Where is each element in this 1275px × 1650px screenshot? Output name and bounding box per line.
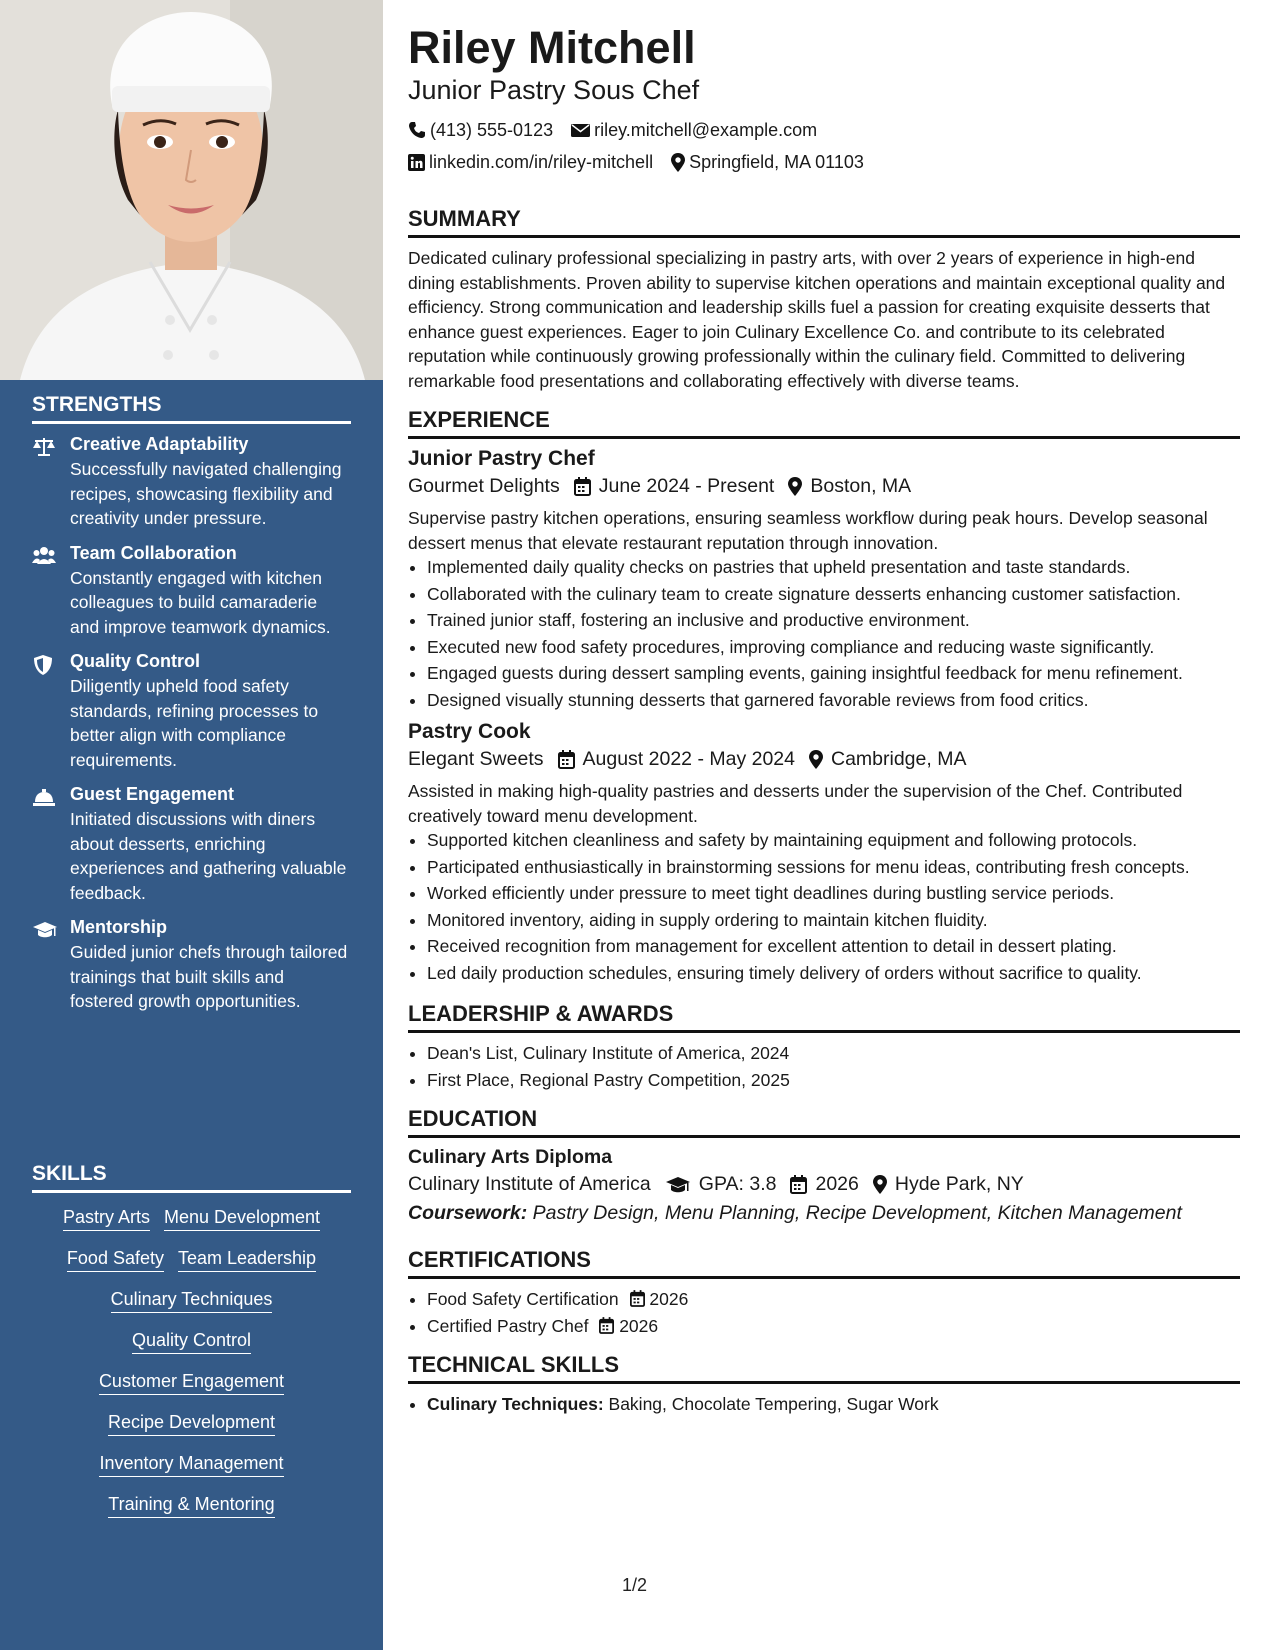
job-title: Pastry Cook — [408, 720, 531, 743]
skill-tag: Food Safety — [67, 1248, 164, 1272]
job-bullets — [408, 555, 1240, 712]
linkedin-contact[interactable] — [408, 146, 653, 178]
strength-name: Creative Adaptability — [70, 434, 249, 454]
school-name: Culinary Institute of America — [408, 1173, 651, 1195]
technical-skill-value: Baking, Chocolate Tempering, Sugar Work — [608, 1394, 939, 1414]
candidate-name: Riley Mitchell — [408, 22, 696, 73]
list-item — [427, 1392, 1240, 1417]
phone-contact — [408, 114, 553, 146]
list-item: • Received recognition from management for excellent attention to detail in dessert plating. — [427, 934, 1240, 959]
map-marker-icon — [671, 153, 685, 172]
list-item: • Monitored inventory, aiding in supply ordering to maintain kitchen fluidity. — [427, 908, 1240, 933]
skill-tag: Customer Engagement — [99, 1371, 284, 1395]
candidate-title: Junior Pastry Sous Chef — [408, 75, 700, 105]
map-marker-icon — [788, 477, 802, 496]
certifications-section — [408, 1247, 1240, 1338]
strength-description: Constantly engaged with kitchen colleagues to build camaraderie and improve teamwork dynamics. — [70, 567, 331, 637]
education-meta — [408, 1173, 1240, 1196]
location-contact — [671, 146, 864, 178]
degree-name: Culinary Arts Diploma — [408, 1146, 613, 1168]
technical-skill-label: Culinary Techniques: — [427, 1394, 604, 1414]
skill-tag: Quality Control — [132, 1330, 251, 1354]
list-item: • Engaged guests during dessert sampling events, gaining insightful feedback for menu refinement. — [427, 661, 1240, 686]
job-dates: August 2022 - May 2024 — [582, 748, 795, 770]
job-bullets — [408, 828, 1240, 985]
main-content — [408, 22, 1240, 1419]
job-dates: June 2024 - Present — [598, 475, 775, 497]
strength-item — [32, 917, 351, 1014]
strength-name: Team Collaboration — [70, 542, 237, 563]
education-section — [408, 1106, 1240, 1225]
skill-tag: Menu Development — [164, 1207, 320, 1231]
linkedin-text[interactable]: linkedin.com/in/riley-mitchell — [429, 152, 654, 172]
strength-item — [32, 651, 351, 772]
list-item: • Led daily production schedules, ensuring timely delivery of orders without sacrifice to quality. — [427, 961, 1240, 986]
skill-tag: Team Leadership — [178, 1248, 316, 1272]
strength-description: Initiated discussions with diners about desserts, enriching experiences and gathering valuable feedback. — [70, 809, 347, 903]
job-meta — [408, 475, 1240, 498]
job-title: Junior Pastry Chef — [408, 447, 595, 470]
calendar-icon — [630, 1290, 645, 1307]
skills-title: SKILLS — [32, 1162, 351, 1193]
phone-text: (413) 555-0123 — [430, 120, 554, 140]
contact-row — [408, 114, 1240, 146]
awards-list — [408, 1041, 1240, 1092]
job-company: Gourmet Delights — [408, 475, 560, 497]
list-item: • Supported kitchen cleanliness and safety by maintaining equipment and following protocols. — [427, 828, 1240, 853]
coursework-label: Coursework: — [408, 1202, 528, 1224]
users-icon — [32, 543, 70, 640]
job-meta — [408, 748, 1240, 771]
location-text: Springfield, MA 01103 — [689, 152, 864, 172]
certification-year: 2026 — [619, 1315, 659, 1336]
service-bell-icon — [32, 784, 70, 905]
job-entry — [408, 720, 1240, 985]
summary-section — [408, 206, 1240, 393]
map-marker-icon — [873, 1175, 887, 1194]
strength-name: Mentorship — [70, 917, 167, 937]
job-summary: Supervise pastry kitchen operations, ensuring seamless workflow during peak hours. Develop seasonal dessert menus that elevate restaurant reputation through innovation. — [408, 508, 1208, 553]
skill-tag: Culinary Techniques — [111, 1289, 273, 1313]
profile-photo — [0, 0, 383, 380]
calendar-icon — [558, 750, 575, 769]
page-number: 1/2 — [622, 1575, 648, 1595]
sidebar — [0, 0, 383, 1650]
graduation-cap-icon — [32, 917, 70, 1014]
strength-name: Quality Control — [70, 651, 200, 671]
list-item: • Collaborated with the culinary team to create signature desserts enhancing customer satisfaction. — [427, 582, 1240, 607]
certification-name: Certified Pastry Chef — [427, 1315, 589, 1336]
list-item: • Implemented daily quality checks on pastries that upheld presentation and taste standards. — [427, 555, 1240, 580]
education-year: 2026 — [815, 1173, 859, 1195]
awards-title: LEADERSHIP & AWARDS — [408, 1001, 1240, 1033]
skill-tag: Inventory Management — [99, 1453, 283, 1477]
list-item: • Executed new food safety procedures, improving compliance and reducing waste significantly. — [427, 635, 1240, 660]
experience-section — [408, 407, 1240, 985]
coursework-text: Pastry Design, Menu Planning, Recipe Development, Kitchen Management — [532, 1202, 1182, 1224]
calendar-icon — [574, 477, 591, 496]
list-item: • First Place, Regional Pastry Competition, 2025 — [427, 1068, 1240, 1093]
summary-text: Dedicated culinary professional specializing in pastry arts, with over 2 years of experience in high-end dining establishments. Proven ability to supervise kitchen operations and maintain exceptional quality and efficiency. Strong communication and leadership skills fuel a passion for creating exquisite desserts that enhance guest experiences. Eager to join Culinary Excellence Co. and contribute to its celebrated reputation while continuously growing professionally within the culinary field. Committed to delivering remarkable food presentations and collaborating effectively with diverse teams. — [408, 248, 1226, 391]
certifications-list — [408, 1287, 1240, 1338]
education-title: EDUCATION — [408, 1106, 1240, 1138]
job-company: Elegant Sweets — [408, 748, 544, 770]
map-marker-icon — [809, 750, 823, 769]
certifications-title: CERTIFICATIONS — [408, 1247, 1240, 1279]
strength-description: Diligently upheld food safety standards, refining processes to better align with compliance requirements. — [70, 676, 319, 770]
list-item — [427, 1314, 1240, 1339]
strength-item — [32, 784, 351, 905]
technical-skills-section — [408, 1352, 1240, 1417]
job-location: Boston, MA — [810, 475, 912, 497]
skill-tag: Recipe Development — [108, 1412, 275, 1436]
job-entry — [408, 447, 1240, 712]
strength-description: Guided junior chefs through tailored trainings that built skills and fostered growth opportunities. — [70, 942, 348, 1011]
list-item: • Trained junior staff, fostering an inclusive and productive environment. — [427, 608, 1240, 633]
list-item: • Dean's List, Culinary Institute of America, 2024 — [427, 1041, 1240, 1066]
summary-title: SUMMARY — [408, 206, 1240, 238]
coursework — [408, 1202, 1240, 1225]
skill-tag: Training & Mentoring — [108, 1494, 274, 1518]
calendar-icon — [599, 1317, 614, 1334]
gpa-text: GPA: 3.8 — [698, 1173, 777, 1195]
list-item: • Worked efficiently under pressure to meet tight deadlines during bustling service periods. — [427, 881, 1240, 906]
linkedin-icon — [408, 154, 425, 171]
certification-name: Food Safety Certification — [427, 1289, 619, 1309]
skill-tag: Pastry Arts — [63, 1207, 150, 1231]
strengths-title: STRENGTHS — [32, 393, 351, 424]
strength-item — [32, 434, 351, 531]
envelope-icon — [571, 123, 590, 138]
list-item: • Designed visually stunning desserts that garnered favorable reviews from food critics. — [427, 688, 1240, 713]
email-contact[interactable] — [571, 114, 817, 146]
list-item — [427, 1287, 1240, 1312]
email-text[interactable]: riley.mitchell@example.com — [594, 120, 818, 140]
technical-skills-list — [408, 1392, 1240, 1417]
strength-name: Guest Engagement — [70, 784, 235, 804]
balance-scale-icon — [32, 434, 70, 531]
skills-section — [32, 1162, 351, 1535]
job-location: Cambridge, MA — [831, 748, 967, 770]
list-item: • Participated enthusiastically in brainstorming sessions for menu ideas, contributing fresh concepts. — [427, 855, 1240, 880]
phone-icon — [408, 121, 426, 139]
technical-skills-title: TECHNICAL SKILLS — [408, 1352, 1240, 1384]
strength-description: Successfully navigated challenging recipes, showcasing flexibility and creativity under pressure. — [70, 459, 342, 528]
certification-year: 2026 — [649, 1289, 689, 1309]
strengths-section — [32, 393, 351, 1026]
shield-icon — [32, 651, 70, 772]
job-summary: Assisted in making high-quality pastries and desserts under the supervision of the Chef. Contributed creatively toward menu development. — [408, 781, 1183, 826]
education-location: Hyde Park, NY — [894, 1173, 1024, 1195]
experience-title: EXPERIENCE — [408, 407, 1240, 439]
skills-list — [32, 1207, 351, 1518]
contact-row — [408, 146, 1240, 178]
graduation-cap-icon — [665, 1175, 691, 1195]
calendar-icon — [790, 1175, 807, 1194]
awards-section — [408, 1001, 1240, 1092]
strength-item — [32, 543, 351, 640]
